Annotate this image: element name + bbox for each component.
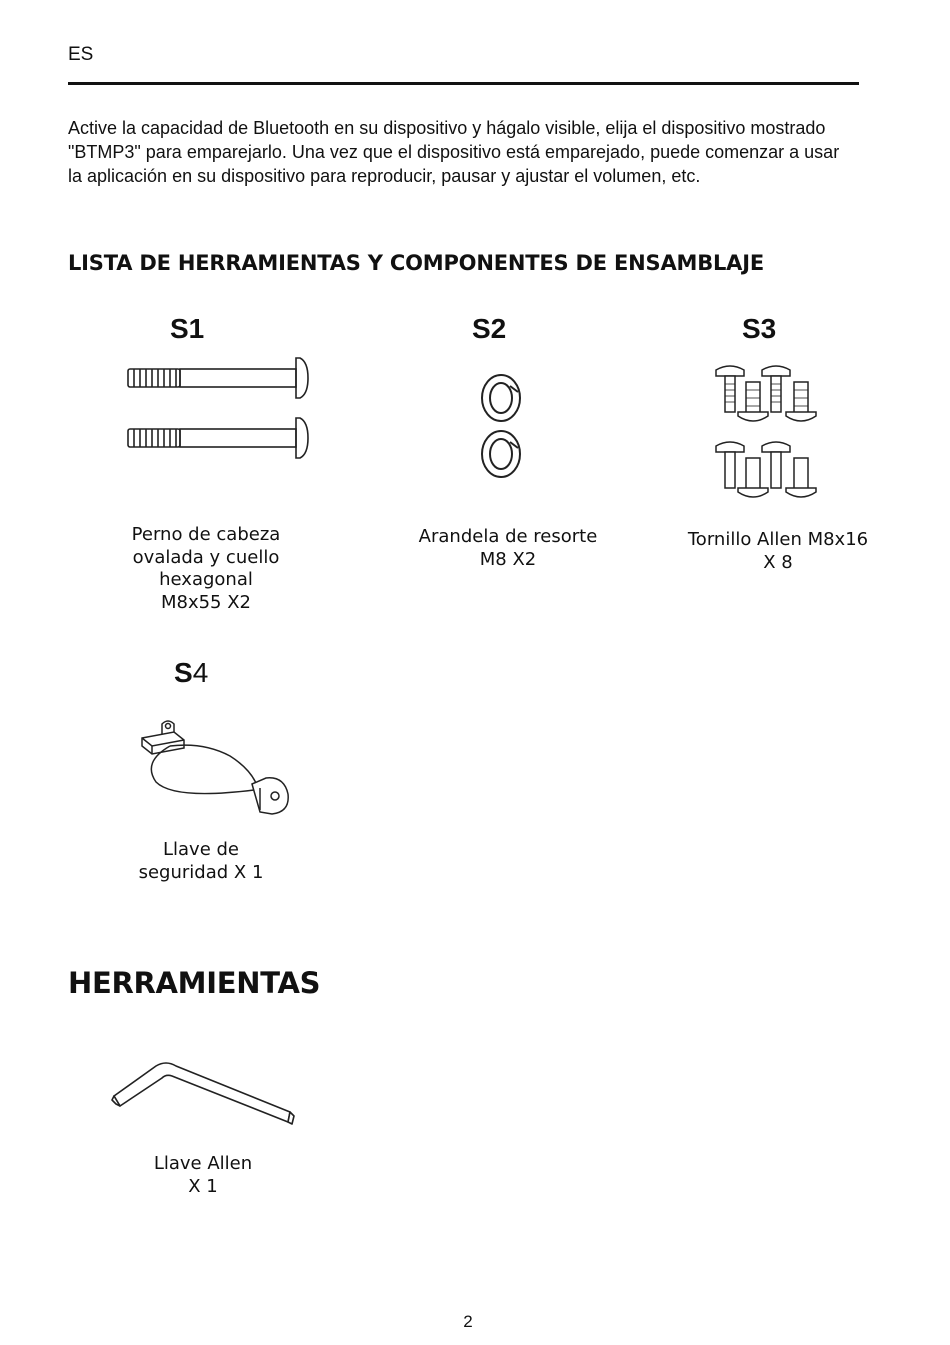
part-code-s2: S2 (472, 313, 507, 344)
tool-caption-allen-key: Llave Allen X 1 (153, 1153, 253, 1197)
allen-wrench-illustration (110, 1058, 296, 1128)
language-code: ES (68, 44, 94, 65)
parts-heading: LISTA DE HERRAMIENTAS Y COMPONENTES DE ENSAMBLAJE (68, 251, 764, 275)
part-code-s3: S3 (742, 313, 777, 344)
spring-washer-illustration (474, 370, 530, 482)
allen-screw-illustration (712, 362, 836, 506)
header-rule (68, 82, 859, 85)
page-number: 2 (463, 1312, 473, 1331)
part-code-s4-number: 4 (192, 657, 209, 688)
part-code-s4 (174, 657, 208, 689)
tools-heading: HERRAMIENTAS (68, 966, 321, 1000)
part-caption-s2: Arandela de resorte M8 X2 (418, 526, 598, 570)
part-caption-s4: Llave de seguridad X 1 (138, 839, 264, 883)
part-caption-s1: Perno de cabeza ovalada y cuello hexagonal M8x55 X2 (131, 524, 281, 613)
intro-paragraph: Active la capacidad de Bluetooth en su dispositivo y hágalo visible, elija el dispositivo mostrado "BTMP3" para emparejarlo. Una vez que el dispositivo está emparejado, puede comenzar a usar la aplicación en su dispositivo para reproducir, pausar y ajustar el volumen, etc. (68, 118, 840, 186)
part-caption-s3: Tornillo Allen M8x16 X 8 (687, 529, 869, 573)
part-code-s1: S1 (170, 313, 205, 344)
part-code-s4-letter: S (174, 657, 193, 688)
safety-key-illustration (134, 716, 300, 830)
bolt-illustration (124, 352, 310, 474)
